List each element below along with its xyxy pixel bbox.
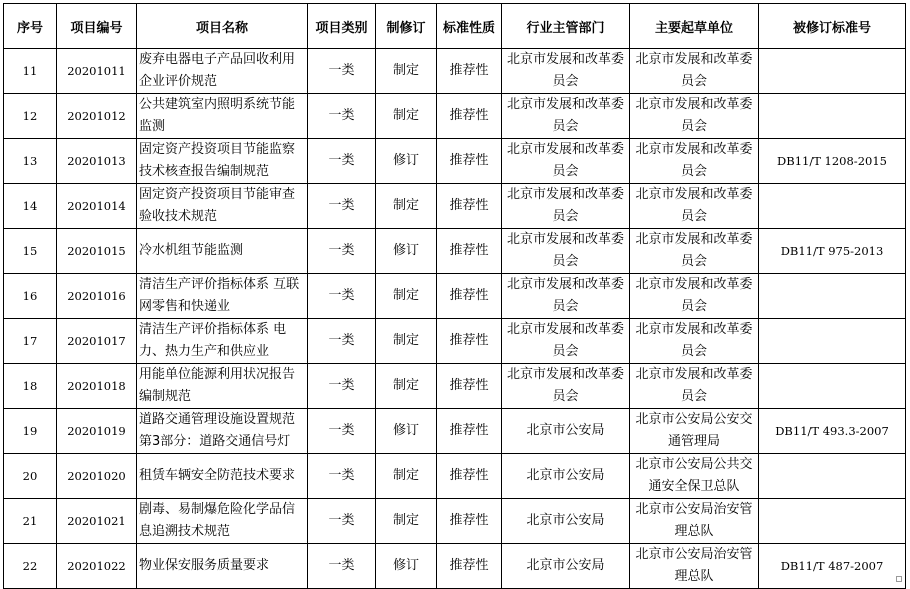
cell-revised-std: DB11/T 1208-2015 bbox=[759, 139, 906, 184]
table-row bbox=[4, 139, 906, 184]
cell-code: 20201017 bbox=[57, 319, 137, 364]
table-row bbox=[4, 364, 906, 409]
cell-dept: 北京市公安局 bbox=[502, 499, 630, 544]
cell-code: 20201016 bbox=[57, 274, 137, 319]
header-row bbox=[4, 4, 906, 49]
cell-name: 固定资产投资项目节能审查验收技术规范 bbox=[137, 184, 308, 229]
cell-seq: 14 bbox=[4, 184, 57, 229]
cell-drafter: 北京市公安局治安管理总队 bbox=[630, 544, 759, 589]
cell-category: 一类 bbox=[308, 454, 376, 499]
table-row bbox=[4, 454, 906, 499]
cell-drafter: 北京市发展和改革委员会 bbox=[630, 364, 759, 409]
cell-code: 20201014 bbox=[57, 184, 137, 229]
cell-name: 清洁生产评价指标体系 互联网零售和快递业 bbox=[137, 274, 308, 319]
cell-code: 20201020 bbox=[57, 454, 137, 499]
cell-nature: 推荐性 bbox=[437, 409, 502, 454]
cell-name: 冷水机组节能监测 bbox=[137, 229, 308, 274]
table-row bbox=[4, 274, 906, 319]
cell-revision: 修订 bbox=[376, 229, 437, 274]
cell-seq: 11 bbox=[4, 49, 57, 94]
cell-dept: 北京市发展和改革委员会 bbox=[502, 139, 630, 184]
cell-dept: 北京市发展和改革委员会 bbox=[502, 319, 630, 364]
cell-dept: 北京市公安局 bbox=[502, 544, 630, 589]
cell-drafter: 北京市发展和改革委员会 bbox=[630, 319, 759, 364]
cell-drafter: 北京市发展和改革委员会 bbox=[630, 139, 759, 184]
table-row bbox=[4, 49, 906, 94]
cell-drafter: 北京市发展和改革委员会 bbox=[630, 184, 759, 229]
cell-revision: 制定 bbox=[376, 364, 437, 409]
cell-seq: 21 bbox=[4, 499, 57, 544]
cell-category: 一类 bbox=[308, 184, 376, 229]
cell-code: 20201012 bbox=[57, 94, 137, 139]
cell-nature: 推荐性 bbox=[437, 229, 502, 274]
cell-seq: 17 bbox=[4, 319, 57, 364]
header-code: 项目编号 bbox=[57, 4, 137, 49]
cell-revision: 修订 bbox=[376, 139, 437, 184]
cell-nature: 推荐性 bbox=[437, 319, 502, 364]
cell-drafter: 北京市公安局公共交通安全保卫总队 bbox=[630, 454, 759, 499]
cell-name: 租赁车辆安全防范技术要求 bbox=[137, 454, 308, 499]
cell-name: 剧毒、易制爆危险化学品信息追溯技术规范 bbox=[137, 499, 308, 544]
header-name: 项目名称 bbox=[137, 4, 308, 49]
cell-seq: 22 bbox=[4, 544, 57, 589]
resize-handle bbox=[896, 576, 902, 582]
cell-dept: 北京市发展和改革委员会 bbox=[502, 184, 630, 229]
table-row bbox=[4, 229, 906, 274]
table-row bbox=[4, 499, 906, 544]
cell-revised-std bbox=[759, 274, 906, 319]
cell-revised-std: DB11/T 975-2013 bbox=[759, 229, 906, 274]
cell-seq: 12 bbox=[4, 94, 57, 139]
cell-revised-std bbox=[759, 49, 906, 94]
header-drafter: 主要起草单位 bbox=[630, 4, 759, 49]
cell-code: 20201021 bbox=[57, 499, 137, 544]
cell-revision: 制定 bbox=[376, 274, 437, 319]
cell-revision: 制定 bbox=[376, 499, 437, 544]
cell-code: 20201018 bbox=[57, 364, 137, 409]
standards-table bbox=[3, 3, 906, 589]
cell-category: 一类 bbox=[308, 319, 376, 364]
cell-revised-std bbox=[759, 499, 906, 544]
cell-seq: 13 bbox=[4, 139, 57, 184]
cell-category: 一类 bbox=[308, 409, 376, 454]
header-category: 项目类别 bbox=[308, 4, 376, 49]
cell-seq: 19 bbox=[4, 409, 57, 454]
cell-name: 清洁生产评价指标体系 电力、热力生产和供应业 bbox=[137, 319, 308, 364]
cell-nature: 推荐性 bbox=[437, 184, 502, 229]
cell-drafter: 北京市公安局公安交通管理局 bbox=[630, 409, 759, 454]
cell-revised-std bbox=[759, 94, 906, 139]
cell-dept: 北京市公安局 bbox=[502, 454, 630, 499]
cell-drafter: 北京市发展和改革委员会 bbox=[630, 49, 759, 94]
cell-seq: 15 bbox=[4, 229, 57, 274]
cell-revised-std: DB11/T 493.3-2007 bbox=[759, 409, 906, 454]
cell-category: 一类 bbox=[308, 94, 376, 139]
cell-name: 用能单位能源利用状况报告编制规范 bbox=[137, 364, 308, 409]
cell-drafter: 北京市公安局治安管理总队 bbox=[630, 499, 759, 544]
table-row bbox=[4, 544, 906, 589]
table-row bbox=[4, 94, 906, 139]
cell-drafter: 北京市发展和改革委员会 bbox=[630, 94, 759, 139]
cell-code: 20201019 bbox=[57, 409, 137, 454]
header-revision: 制修订 bbox=[376, 4, 437, 49]
cell-name: 道路交通管理设施设置规范 第3部分：道路交通信号灯 bbox=[137, 409, 308, 454]
cell-name: 废弃电器电子产品回收利用企业评价规范 bbox=[137, 49, 308, 94]
cell-revised-std bbox=[759, 184, 906, 229]
header-revised-std: 被修订标准号 bbox=[759, 4, 906, 49]
cell-seq: 18 bbox=[4, 364, 57, 409]
cell-dept: 北京市发展和改革委员会 bbox=[502, 49, 630, 94]
cell-code: 20201011 bbox=[57, 49, 137, 94]
cell-revision: 修订 bbox=[376, 409, 437, 454]
cell-nature: 推荐性 bbox=[437, 49, 502, 94]
cell-code: 20201015 bbox=[57, 229, 137, 274]
cell-dept: 北京市发展和改革委员会 bbox=[502, 229, 630, 274]
cell-category: 一类 bbox=[308, 499, 376, 544]
cell-nature: 推荐性 bbox=[437, 544, 502, 589]
cell-dept: 北京市发展和改革委员会 bbox=[502, 94, 630, 139]
cell-name: 公共建筑室内照明系统节能监测 bbox=[137, 94, 308, 139]
header-nature: 标准性质 bbox=[437, 4, 502, 49]
cell-nature: 推荐性 bbox=[437, 274, 502, 319]
table-row bbox=[4, 184, 906, 229]
cell-nature: 推荐性 bbox=[437, 94, 502, 139]
header-dept: 行业主管部门 bbox=[502, 4, 630, 49]
cell-category: 一类 bbox=[308, 364, 376, 409]
cell-revision: 制定 bbox=[376, 184, 437, 229]
cell-dept: 北京市发展和改革委员会 bbox=[502, 364, 630, 409]
cell-revised-std bbox=[759, 454, 906, 499]
cell-seq: 16 bbox=[4, 274, 57, 319]
cell-revision: 制定 bbox=[376, 94, 437, 139]
cell-code: 20201022 bbox=[57, 544, 137, 589]
cell-drafter: 北京市发展和改革委员会 bbox=[630, 229, 759, 274]
cell-name: 物业保安服务质量要求 bbox=[137, 544, 308, 589]
header-seq: 序号 bbox=[4, 4, 57, 49]
cell-seq: 20 bbox=[4, 454, 57, 499]
cell-revised-std: DB11/T 487-2007 bbox=[759, 544, 906, 589]
cell-drafter: 北京市发展和改革委员会 bbox=[630, 274, 759, 319]
cell-category: 一类 bbox=[308, 544, 376, 589]
cell-revised-std bbox=[759, 364, 906, 409]
cell-dept: 北京市公安局 bbox=[502, 409, 630, 454]
cell-name: 固定资产投资项目节能监察技术核查报告编制规范 bbox=[137, 139, 308, 184]
cell-dept: 北京市发展和改革委员会 bbox=[502, 274, 630, 319]
table-row bbox=[4, 319, 906, 364]
cell-revision: 修订 bbox=[376, 544, 437, 589]
cell-revision: 制定 bbox=[376, 49, 437, 94]
cell-nature: 推荐性 bbox=[437, 499, 502, 544]
cell-revision: 制定 bbox=[376, 319, 437, 364]
cell-revision: 制定 bbox=[376, 454, 437, 499]
cell-category: 一类 bbox=[308, 49, 376, 94]
cell-nature: 推荐性 bbox=[437, 139, 502, 184]
cell-code: 20201013 bbox=[57, 139, 137, 184]
cell-category: 一类 bbox=[308, 274, 376, 319]
cell-revised-std bbox=[759, 319, 906, 364]
cell-nature: 推荐性 bbox=[437, 364, 502, 409]
cell-nature: 推荐性 bbox=[437, 454, 502, 499]
cell-category: 一类 bbox=[308, 229, 376, 274]
table-row bbox=[4, 409, 906, 454]
cell-category: 一类 bbox=[308, 139, 376, 184]
